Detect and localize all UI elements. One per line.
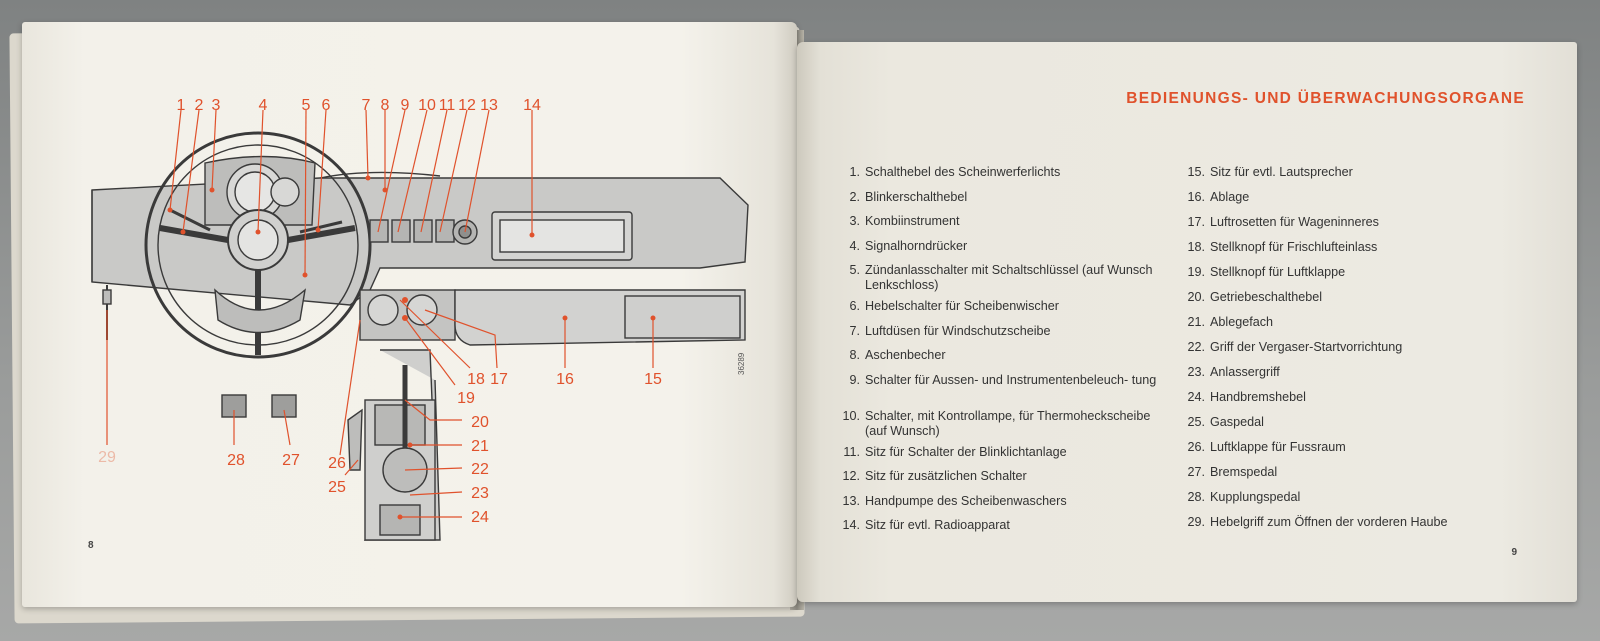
callout-29: 29 — [98, 449, 116, 466]
list-item: 18. Stellknopf für Frischlufteinlass — [1187, 240, 1378, 254]
list-item: 24. Handbremshebel — [1187, 390, 1306, 404]
callout-9: 9 — [400, 97, 410, 114]
brake-pedal — [272, 395, 296, 417]
callout-3: 3 — [211, 97, 221, 114]
list-item: 15. Sitz für evtl. Lautsprecher — [1187, 165, 1353, 179]
callout-18: 18 — [467, 371, 485, 388]
list-item: 28. Kupplungspedal — [1187, 490, 1301, 504]
list-item: 8. Aschenbecher — [849, 348, 946, 362]
callout-4: 4 — [258, 97, 268, 114]
list-item: 21. Ablegefach — [1187, 315, 1274, 329]
diagram-code: 36289 — [737, 352, 746, 375]
callout-23: 23 — [471, 485, 489, 502]
list-item: 20. Getriebeschalthebel — [1187, 290, 1323, 304]
callout-1: 1 — [176, 97, 186, 114]
callout-26: 26 — [328, 455, 346, 472]
page-title: BEDIENUNGS- UND ÜBERWACHUNGSORGANE — [1126, 90, 1525, 107]
list-item: 9. Schalter für Aussen- und Instrumentenbeleuch- tung — [849, 372, 1157, 387]
callout-8: 8 — [380, 97, 390, 114]
list-item: 19. Stellknopf für Luftklappe — [1187, 265, 1346, 279]
dashboard-diagram — [22, 22, 797, 607]
callout-17: 17 — [490, 371, 508, 388]
list-item: 26. Luftklappe für Fussraum — [1187, 440, 1346, 454]
callout-25: 25 — [328, 479, 346, 496]
list-item: 10. Schalter, mit Kontrollampe, für Thermoheckscheibe (auf Wunsch) — [842, 408, 1151, 438]
callout-27: 27 — [282, 452, 300, 469]
list-item: 13. Handpumpe des Scheibenwaschers — [842, 493, 1067, 508]
callout-5: 5 — [301, 97, 311, 114]
list-item: 5. Zündanlasschalter mit Schaltschlüssel (auf Wunsch Lenkschloss) — [849, 263, 1153, 292]
callout-15: 15 — [644, 371, 662, 388]
callout-24: 24 — [471, 509, 489, 526]
list-item: 3. Kombiinstrument — [849, 214, 960, 228]
callout-7: 7 — [361, 97, 371, 114]
list-item: 14. Sitz für evtl. Radioapparat — [842, 518, 1010, 532]
legend-column-1 — [832, 165, 1167, 543]
list-item: 7. Luftdüsen für Windschutzscheibe — [849, 323, 1051, 338]
callout-28: 28 — [227, 452, 245, 469]
list-item: 2. Blinkerschalthebel — [849, 189, 968, 204]
callout-14: 14 — [523, 97, 541, 114]
callout-21: 21 — [471, 438, 489, 455]
callout-11: 11 — [438, 97, 456, 114]
list-item: 29. Hebelgriff zum Öffnen der vorderen Haube — [1187, 515, 1448, 529]
right-page-number: 9 — [1511, 547, 1517, 558]
callout-22: 22 — [471, 461, 489, 478]
callout-10: 10 — [418, 97, 436, 114]
right-page — [797, 42, 1577, 602]
callout-19: 19 — [457, 390, 475, 407]
list-item: 23. Anlassergriff — [1187, 365, 1280, 379]
left-page-number: 8 — [88, 540, 94, 551]
list-item: 4. Signalhorndrücker — [849, 238, 968, 253]
callout-6: 6 — [321, 97, 331, 114]
list-item: 16. Ablage — [1187, 190, 1250, 204]
callout-20: 20 — [471, 414, 489, 431]
callout-13: 13 — [480, 97, 498, 114]
list-item: 11. Sitz für Schalter der Blinklichtanlage — [843, 444, 1067, 459]
callout-2: 2 — [194, 97, 204, 114]
list-item: 6. Hebelschalter für Scheibenwischer — [849, 299, 1059, 313]
list-item: 22. Griff der Vergaser-Startvorrichtung — [1187, 340, 1403, 354]
list-item: 17. Luftrosetten für Wageninneres — [1187, 215, 1379, 229]
list-item: 27. Bremspedal — [1187, 465, 1278, 479]
callout-12: 12 — [458, 97, 476, 114]
list-item: 1. Schalthebel des Scheinwerferlichts — [849, 165, 1061, 179]
callout-16: 16 — [556, 371, 574, 388]
left-page — [22, 22, 797, 607]
list-item: 12. Sitz für zusätzlichen Schalter — [842, 469, 1027, 483]
list-item: 25. Gaspedal — [1187, 415, 1264, 429]
legend-column-2 — [1177, 165, 1517, 540]
